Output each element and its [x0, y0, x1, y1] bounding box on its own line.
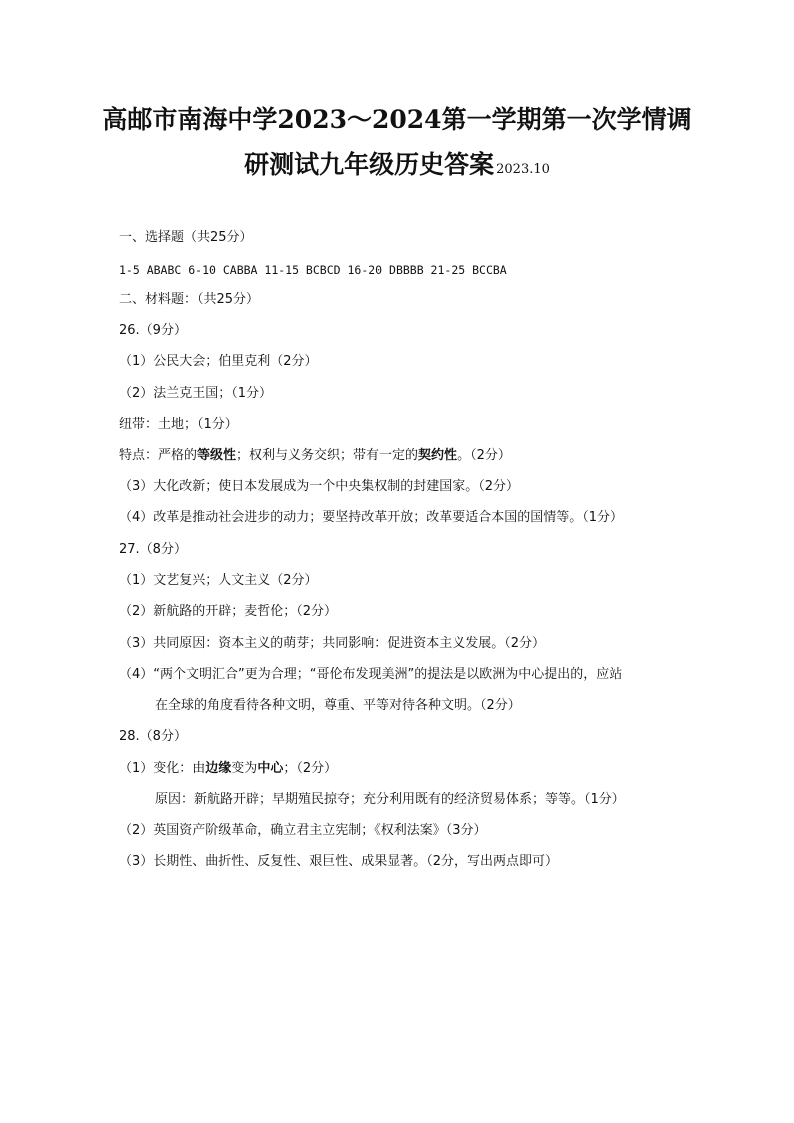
- q26-feature-keyword2: 契约性: [418, 448, 458, 463]
- q26-feature: [119, 447, 511, 465]
- q26-feature-keyword1: 等级性: [197, 448, 237, 463]
- q27-heading: 27.（8分）: [119, 542, 187, 557]
- document-title-line1: 高邮市南海中学2023～2024第一学期第一次学情调: [102, 105, 692, 134]
- q26-heading: 26.（9分）: [119, 323, 187, 338]
- document-title-line2: [0, 145, 794, 181]
- q28-heading: 28.（8分）: [119, 729, 187, 744]
- section1-answers: 1-5 ABABC 6-10 CABBA 11-15 BCBCD 16-20 DBBBB 21-25 BCCBA: [119, 263, 507, 277]
- q26-answer-2: （2）法兰克王国；（1分）: [119, 386, 273, 401]
- q28-answer-2: （2）英国资产阶级革命，确立君主立宪制；《权利法案》（3分）: [119, 823, 487, 838]
- q26-feature-mid: ；权利与义务交织；带有一定的: [236, 448, 419, 463]
- q26-answer-3: （3）大化改新；使日本发展成为一个中央集权制的封建国家。（2分）: [119, 479, 520, 494]
- q28-answer-1-mid: 变为: [231, 761, 258, 776]
- section2-heading: 二、材料题：（共25分）: [119, 292, 260, 307]
- q28-answer-1-keyword1: 边缘: [205, 761, 232, 776]
- q26-feature-suffix: 。（2分）: [457, 448, 511, 463]
- q26-feature-prefix: 特点：严格的: [119, 448, 198, 463]
- q28-answer-1-suffix: ；（2分）: [283, 761, 338, 776]
- q28-answer-1-keyword2: 中心: [257, 761, 284, 776]
- q26-tie: 纽带：土地；（1分）: [119, 417, 238, 432]
- document-date: 2023.10: [496, 162, 550, 177]
- q27-answer-1: （1）文艺复兴；人文主义（2分）: [119, 573, 318, 588]
- q27-answer-2: （2）新航路的开辟；麦哲伦；（2分）: [119, 604, 338, 619]
- q26-answer-1: （1）公民大会；伯里克利（2分）: [119, 354, 318, 369]
- q28-answer-1-prefix: （1）变化：由: [119, 761, 206, 776]
- q28-answer-3: （3）长期性、曲折性、反复性、艰巨性、成果显著。（2分，写出两点即可）: [119, 854, 559, 869]
- q26-answer-4: （4）改革是推动社会进步的动力；要坚持改革开放；改革要适合本国的国情等。（1分）: [119, 510, 624, 525]
- q27-answer-4-line1: （4）“两个文明汇合”更为合理；“哥伦布发现美洲”的提法是以欧洲为中心提出的，应站: [119, 667, 623, 682]
- q28-answer-1: [119, 760, 337, 778]
- section1-heading: 一、选择题（共25分）: [119, 230, 253, 245]
- q28-answer-1-reason: 原因：新航路开辟；早期殖民掠夺；充分利用既有的经济贸易体系；等等。（1分）: [155, 792, 625, 807]
- q27-answer-3: （3）共同原因：资本主义的萌芽；共同影响：促进资本主义发展。（2分）: [119, 636, 546, 651]
- document-title-text: 研测试九年级历史答案: [244, 150, 495, 179]
- q27-answer-4-line2: 在全球的角度看待各种文明，尊重、平等对待各种文明。（2分）: [155, 698, 521, 713]
